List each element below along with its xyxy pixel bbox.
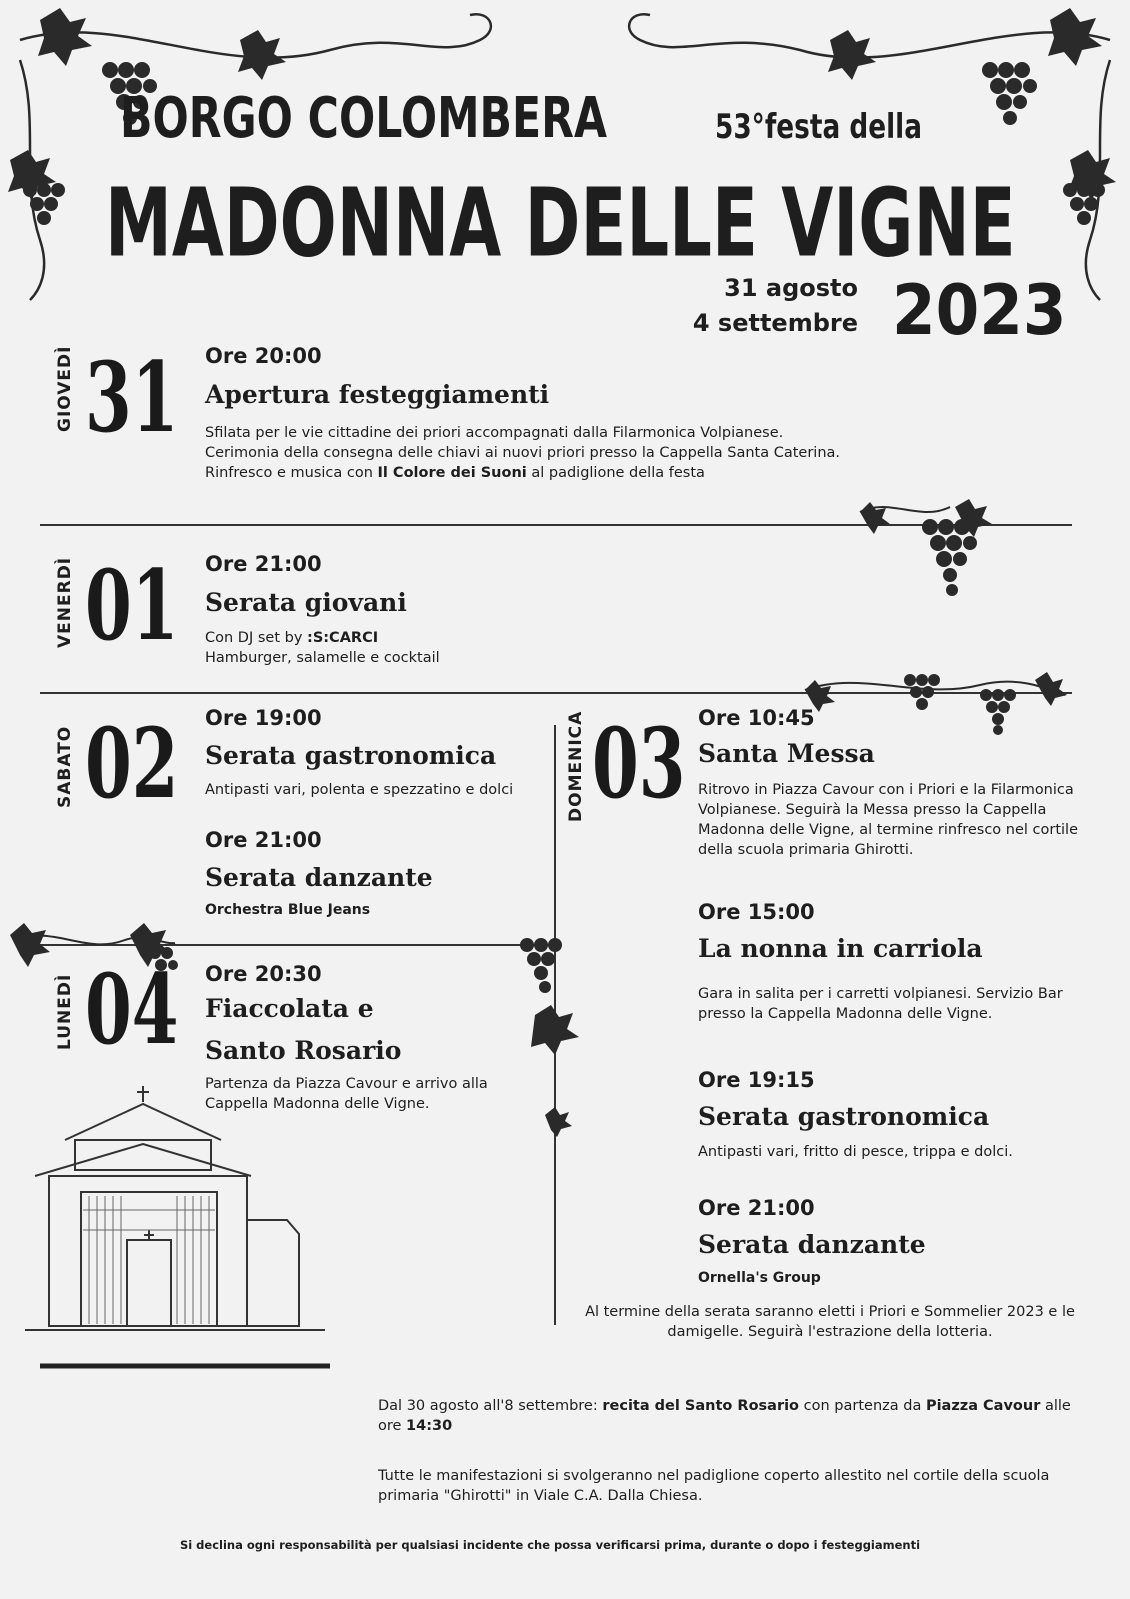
event-title: Serata danzante: [205, 863, 433, 892]
event-title: Santo Rosario: [205, 1036, 402, 1065]
event-time: Ore 21:00: [205, 828, 322, 852]
event-description: [205, 628, 705, 668]
closing-note: Al termine della serata saranno eletti i Priori e Sommelier 2023 e le damigelle. Seguirà l'estrazione della lotteria.: [585, 1304, 1075, 1340]
desc-line: Sfilata per le vie cittadine dei priori accompagnati dalla Filarmonica Volpianese.: [205, 425, 784, 441]
band-name: Orchestra Blue Jeans: [205, 902, 371, 918]
day-number-03: 03: [592, 706, 686, 820]
day-name-sabato: SABATO: [55, 725, 75, 808]
rosary-note: [378, 1396, 1078, 1436]
note-text: Dal 30 agosto all'8 settembre:: [378, 1398, 603, 1414]
event-title: Serata gastronomica: [698, 1102, 990, 1131]
event-title: La nonna in carriola: [698, 934, 983, 963]
note-bold: Piazza Cavour: [925, 1398, 1041, 1414]
leaf-icon: [38, 8, 92, 66]
borgo-title: BORGO COLOMBERA: [120, 86, 608, 151]
event-time: Ore 21:00: [698, 1196, 815, 1220]
event-time: Ore 19:00: [205, 706, 322, 730]
day-number-31: 31: [85, 340, 179, 454]
desc-line: Hamburger, salamelle e cocktail: [205, 650, 440, 666]
day-name-venerdi: VENERDÌ: [55, 556, 75, 648]
day-name-lunedi: LUNEDÌ: [55, 973, 75, 1050]
vine-stem-right: [629, 14, 1110, 57]
event-description: [205, 423, 925, 483]
event-description: Gara in salita per i carretti volpianesi. Servizio Bar presso la Cappella Madonna delle Vigne.: [698, 986, 1063, 1022]
event-description: Partenza da Piazza Cavour e arrivo alla Cappella Madonna delle Vigne.: [205, 1076, 488, 1112]
event-title: Apertura festeggiamenti: [205, 380, 550, 409]
day-name-domenica: DOMENICA: [566, 710, 586, 822]
leaf-icon: [238, 30, 286, 80]
band-name: Il Colore dei Suoni: [377, 465, 527, 481]
day-number-04: 04: [85, 952, 179, 1066]
event-time: Ore 21:00: [205, 552, 322, 576]
event-title: Serata danzante: [698, 1230, 926, 1259]
event-title: Fiaccolata e: [205, 994, 374, 1023]
desc-text: Con DJ set by: [205, 630, 308, 646]
event-title: Santa Messa: [698, 739, 875, 768]
note-bold: 14:30: [406, 1418, 453, 1434]
event-description: Ritrovo in Piazza Cavour con i Priori e la Filarmonica Volpianese. Seguirà la Messa presso la Cappella Madonna delle Vigne, al termine rinfresco nel cortile della scuola primaria Ghirotti.: [698, 782, 1079, 858]
date-start: 31 agosto: [724, 274, 858, 302]
chapel-drawing: [25, 1080, 355, 1380]
venue-note: Tutte le manifestazioni si svolgeranno nel padiglione coperto allestito nel cortile della scuola primaria "Ghirotti" in Viale C.A. Dalla Chiesa.: [378, 1468, 1050, 1504]
disclaimer: Si declina ogni responsabilità per qualsiasi incidente che possa verificarsi prima, durante o dopo i festeggiamenti: [179, 1538, 921, 1552]
band-name: Ornella's Group: [698, 1270, 821, 1286]
event-title: Serata gastronomica: [205, 741, 497, 770]
event-description: Antipasti vari, polenta e spezzatino e dolci: [205, 782, 514, 798]
event-description: Antipasti vari, fritto di pesce, trippa e dolci.: [698, 1144, 1013, 1160]
event-time: Ore 15:00: [698, 900, 815, 924]
grape-vine-icon: [850, 492, 1020, 612]
day-number-01: 01: [85, 548, 179, 662]
note-bold: recita del Santo Rosario: [602, 1398, 800, 1414]
desc-text: al padiglione della festa: [526, 465, 705, 481]
grape-cluster-icon: [23, 183, 65, 225]
note-text: con partenza da: [799, 1398, 926, 1414]
grape-cluster-icon: [982, 62, 1037, 125]
dj-name: :S:CARCI: [307, 630, 379, 646]
event-time: Ore 20:00: [205, 344, 322, 368]
desc-line: [205, 463, 925, 483]
event-time: Ore 10:45: [698, 706, 815, 730]
event-title: Serata giovani: [205, 588, 407, 617]
desc-line: [205, 628, 705, 648]
event-time: Ore 19:15: [698, 1068, 815, 1092]
note-text: alle ore: [378, 1398, 1071, 1434]
date-end: 4 settembre: [692, 309, 858, 337]
day-number-02: 02: [85, 706, 179, 820]
desc-text: Rinfresco e musica con: [205, 465, 378, 481]
year: 2023: [892, 270, 1067, 351]
day-name-giovedi: GIOVEDÌ: [55, 345, 75, 432]
main-title: MADONNA DELLE VIGNE: [105, 168, 1016, 278]
desc-line: Cerimonia della consegna delle chiavi ai nuovi priori presso la Cappella Santa Caterina.: [205, 445, 841, 461]
event-time: Ore 20:30: [205, 962, 322, 986]
grape-vine-icon: [800, 660, 1070, 740]
leaf-icon: [828, 30, 876, 80]
edition-label: 53°festa della: [715, 108, 923, 147]
